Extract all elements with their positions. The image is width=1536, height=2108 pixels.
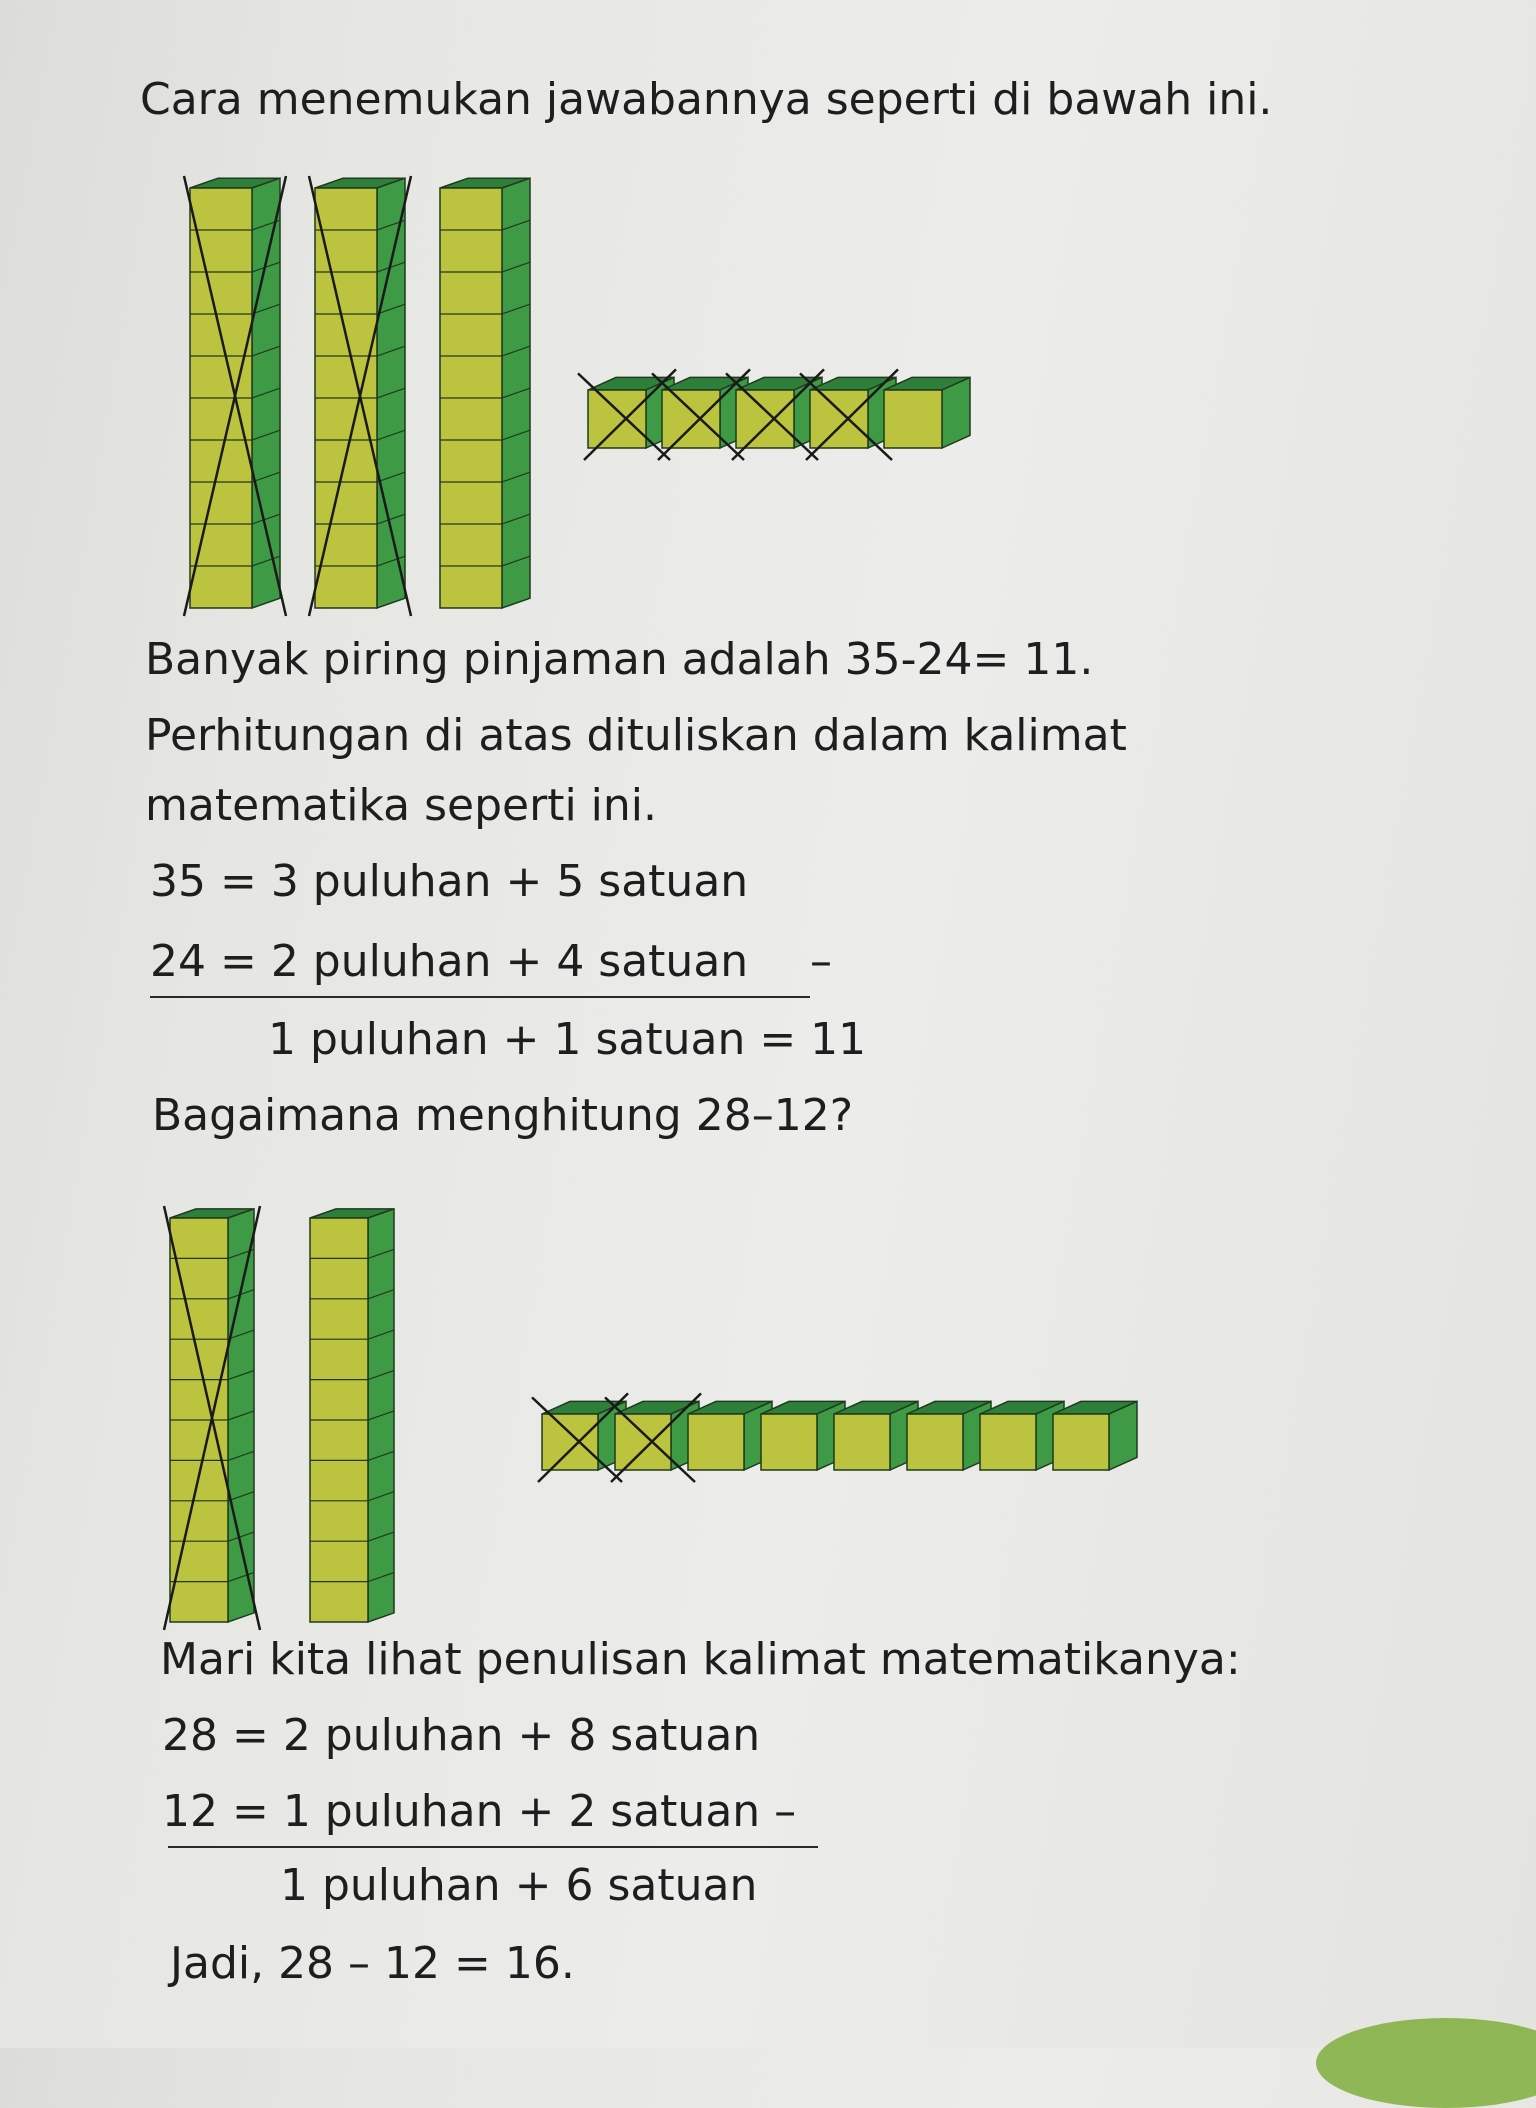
example1-tens-rods [184,176,530,616]
example2-ones-cubes [532,1393,1137,1482]
example1-minus-sign: – [810,936,832,987]
ones-cube [688,1401,772,1470]
example2-lead: Mari kita lihat penulisan kalimat matematikanya: [160,1634,1241,1685]
example2-conclusion: Jadi, 28 – 12 = 16. [170,1938,575,1989]
ones-cube [980,1401,1064,1470]
tens-rod [440,178,530,608]
example1-explain-line2: matematika seperti ini. [145,780,657,831]
ones-cube [834,1401,918,1470]
ones-cube [1053,1401,1137,1470]
example1-ones-cubes [578,369,970,460]
intro-text: Cara menemukan jawabannya seperti di bawah ini. [140,74,1273,125]
example1-explain-line1: Perhitungan di atas dituliskan dalam kalimat [145,710,1127,761]
tens-rod [164,1206,260,1630]
tens-rod [310,1209,394,1622]
example2-row2: 12 = 1 puluhan + 2 satuan – [162,1786,797,1837]
example2-row3: 1 puluhan + 6 satuan [280,1860,758,1911]
tens-rod [309,176,411,616]
example1-row2: 24 = 2 puluhan + 4 satuan [150,936,749,987]
ones-cube [761,1401,845,1470]
example1-row1: 35 = 3 puluhan + 5 satuan [150,856,749,907]
example2-sum-line [168,1846,818,1848]
example2-row1: 28 = 2 puluhan + 8 satuan [162,1710,761,1761]
example1-result-text: Banyak piring pinjaman adalah 35-24= 11. [145,634,1094,685]
tens-rod [184,176,286,616]
question-text: Bagaimana menghitung 28–12? [152,1090,854,1141]
example1-sum-line [150,996,810,998]
example1-row3: 1 puluhan + 1 satuan = 11 [268,1014,867,1065]
example2-tens-rods [164,1206,394,1630]
ones-cube [884,377,970,448]
ones-cube [907,1401,991,1470]
